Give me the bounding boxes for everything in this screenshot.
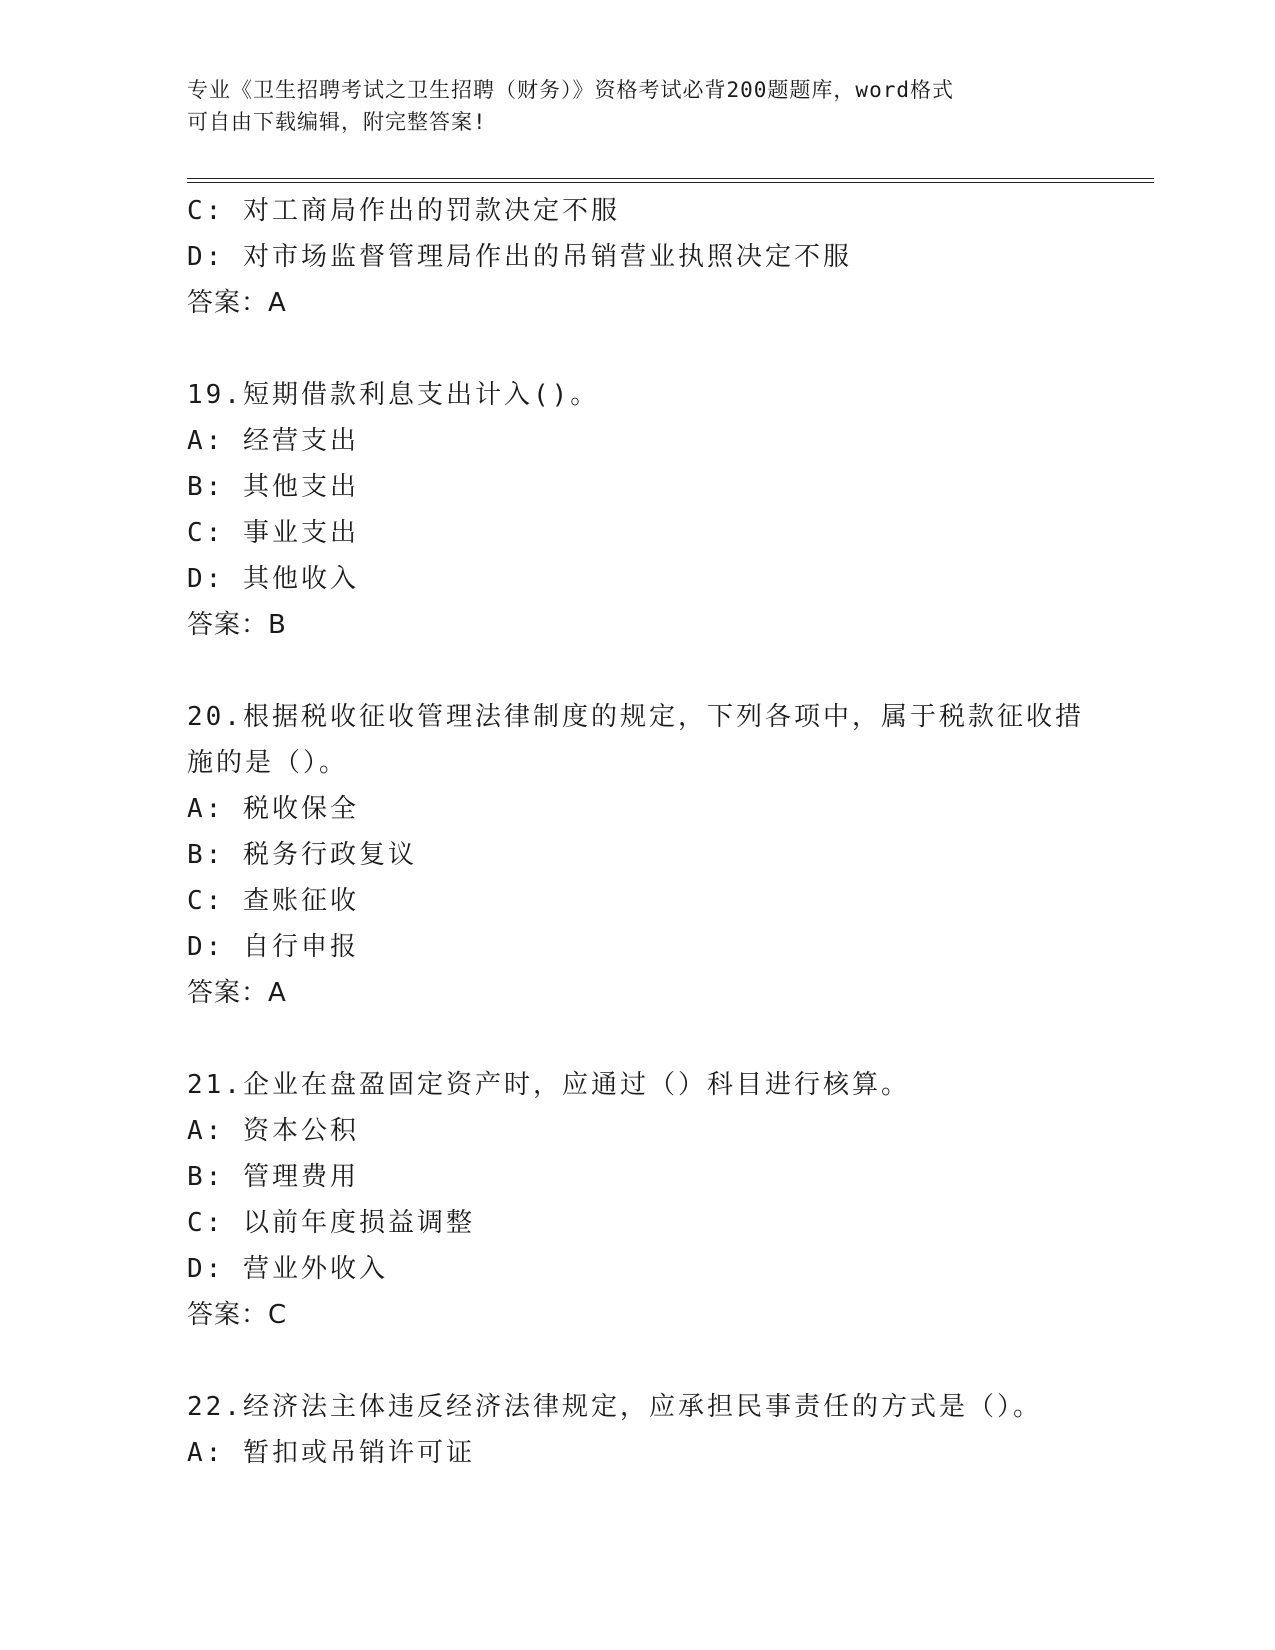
question-stem-line-1: 20.根据税收征收管理法律制度的规定，下列各项中，属于税款征收措 bbox=[187, 702, 1084, 732]
header-line-2: 可自由下载编辑，附完整答案! bbox=[187, 110, 487, 134]
question-19 bbox=[187, 372, 1087, 648]
option-a: A: 资本公积 bbox=[187, 1116, 359, 1146]
option-c: C: 事业支出 bbox=[187, 518, 359, 548]
question-stem: 19.短期借款利息支出计入()。 bbox=[187, 380, 600, 410]
option-c: C: 查账征收 bbox=[187, 886, 359, 916]
option-b: B: 其他支出 bbox=[187, 472, 359, 502]
question-20 bbox=[187, 694, 1087, 1016]
header-rule-top bbox=[187, 178, 1154, 179]
option-c: C: 以前年度损益调整 bbox=[187, 1208, 475, 1238]
header-line-1: 专业《卫生招聘考试之卫生招聘（财务）》资格考试必背200题题库，word格式 bbox=[187, 78, 954, 102]
option-a: A: 经营支出 bbox=[187, 426, 359, 456]
option-b: B: 税务行政复议 bbox=[187, 840, 417, 870]
option-a: A: 暂扣或吊销许可证 bbox=[187, 1438, 475, 1468]
answer: 答案：B bbox=[187, 610, 287, 640]
question-stem: 21.企业在盘盈固定资产时，应通过（）科目进行核算。 bbox=[187, 1070, 910, 1100]
question-list bbox=[187, 188, 1087, 1476]
question-21 bbox=[187, 1062, 1087, 1338]
option-d: D: 对市场监督管理局作出的吊销营业执照决定不服 bbox=[187, 242, 852, 272]
question-18-tail bbox=[187, 188, 1087, 326]
header-rule-bottom bbox=[187, 182, 1154, 183]
option-d: D: 营业外收入 bbox=[187, 1254, 388, 1284]
option-a: A: 税收保全 bbox=[187, 794, 359, 824]
question-22 bbox=[187, 1384, 1087, 1476]
question-stem: 22.经济法主体违反经济法律规定，应承担民事责任的方式是（）。 bbox=[187, 1392, 1042, 1422]
answer: 答案：A bbox=[187, 288, 287, 318]
option-c: C: 对工商局作出的罚款决定不服 bbox=[187, 196, 620, 226]
answer: 答案：A bbox=[187, 978, 287, 1008]
answer: 答案：C bbox=[187, 1300, 288, 1330]
document-header bbox=[187, 74, 1067, 138]
option-b: B: 管理费用 bbox=[187, 1162, 359, 1192]
question-stem-line-2: 施的是（）。 bbox=[187, 748, 349, 778]
option-d: D: 其他收入 bbox=[187, 564, 359, 594]
option-d: D: 自行申报 bbox=[187, 932, 359, 962]
